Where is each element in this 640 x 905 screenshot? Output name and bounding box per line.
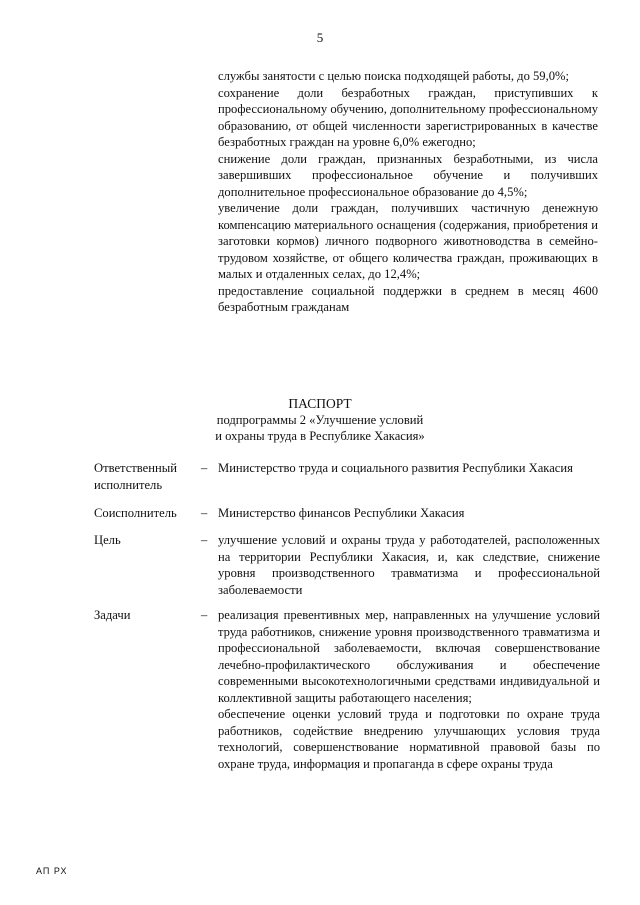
passport-heading bbox=[0, 396, 640, 444]
passport-subtitle-line2: и охраны труда в Республике Хакасия» bbox=[215, 429, 425, 443]
result-item-2: сохранение доли безработных граждан, приступивших к профессиональному обучению, дополнительному профессиональному образованию, от общей численности зарегистрированных в качестве безработных граждан на уровне 6,0% ежегодно; bbox=[218, 85, 598, 149]
row-label-goal: Цель bbox=[94, 533, 121, 547]
row-value-paragraph: Министерство финансов Республики Хакасия bbox=[218, 506, 465, 520]
result-item-5: предоставление социальной поддержки в среднем в месяц 4600 безработным гражданам bbox=[218, 283, 598, 314]
row-value-tasks bbox=[218, 607, 600, 772]
continued-results-list bbox=[218, 68, 598, 316]
row-label-responsible: Ответственный исполнитель bbox=[94, 461, 177, 492]
row-dash: – bbox=[201, 506, 208, 520]
row-value-responsible bbox=[218, 460, 600, 477]
row-value-paragraph: улучшение условий и охраны труда у работодателей, расположенных на территории Республики Хакасия, и, как следствие, снижение уровня производственного травматизма и профессиональной заболеваемости bbox=[218, 533, 600, 597]
row-dash: – bbox=[201, 608, 208, 622]
row-value-goal bbox=[218, 532, 600, 598]
row-dash: – bbox=[201, 533, 208, 547]
result-item-1: службы занятости с целью поиска подходящей работы, до 59,0%; bbox=[218, 69, 570, 83]
passport-title: ПАСПОРТ bbox=[288, 396, 352, 411]
result-item-4: увеличение доли граждан, получивших частичную денежную компенсацию материального оснащения (содержания, приобретения и заготовки кормов) личного подворного животноводства в семейно-трудовом хозяйстве, от общего количества граждан, проживающих в малых и отдаленных селах, до 12,4%; bbox=[218, 201, 598, 281]
row-label-coexecutor: Соисполнитель bbox=[94, 506, 177, 520]
row-value-paragraph: Министерство труда и социального развития Республики Хакасия bbox=[218, 461, 573, 475]
row-dash: – bbox=[201, 461, 208, 475]
result-item-3: снижение доли граждан, признанных безработными, из числа завершивших профессиональное обучение и получивших дополнительное профессиональное образование до 4,5%; bbox=[218, 151, 598, 199]
footer-stamp-code: АП РХ bbox=[36, 866, 68, 876]
row-value-coexecutor bbox=[218, 505, 600, 522]
row-label-tasks: Задачи bbox=[94, 608, 131, 622]
task-paragraph-1: реализация превентивных мер, направленных на улучшение условий труда работников, снижение уровня производственного травматизма и профессиональной заболеваемости, включая совершенствование лечебно-профилактического обслуживания и обеспечение современными высокотехнологичными средствами индивидуальной и коллективной защиты работающего населения; bbox=[218, 608, 600, 705]
passport-subtitle-line1: подпрограммы 2 «Улучшение условий bbox=[216, 413, 424, 427]
task-paragraph-2: обеспечение оценки условий труда и подготовки по охране труда работников, содействие внедрению улучшающих условия труда технологий, совершенствование нормативной правовой базы по охране труда, информация и пропаганда в сфере охраны труда bbox=[218, 707, 600, 771]
page-number: 5 bbox=[316, 30, 324, 45]
